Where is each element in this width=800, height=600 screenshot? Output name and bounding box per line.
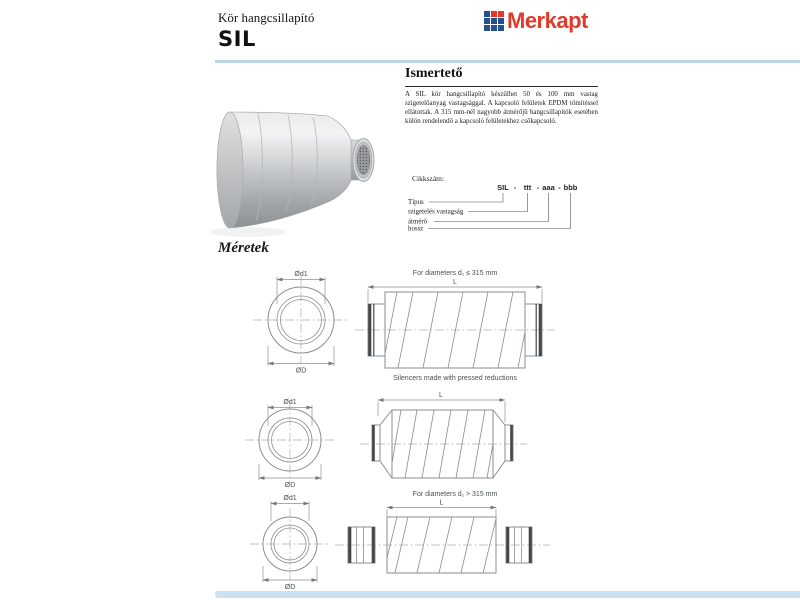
drawing-2-side-view	[360, 392, 527, 478]
intro-section	[405, 66, 598, 127]
header-divider	[215, 60, 800, 63]
code-separator: -	[536, 183, 540, 192]
code-type: SIL	[497, 183, 509, 192]
brand-squares-icon	[484, 11, 504, 31]
drawing-2-front-view	[245, 399, 335, 489]
drawing-1-title: For diameters d₁ ≤ 315 mm	[412, 270, 498, 277]
perforated-liner	[357, 146, 370, 175]
product-photo	[200, 72, 400, 240]
drawing-3-length-label: L	[439, 499, 444, 507]
code-length: bbb	[563, 183, 578, 192]
silencer-end-cap-left	[217, 112, 243, 228]
drawing-3-side-view	[335, 500, 550, 574]
drawing-3	[250, 491, 550, 591]
product-subtitle: Kör hangcsillapító	[218, 10, 315, 25]
title-block	[218, 10, 314, 51]
photo-shadow	[210, 227, 286, 237]
ordering-label: Cikkszám:	[412, 174, 445, 183]
drawing-1-outer-dia-label: ØD	[295, 367, 307, 375]
intro-heading: Ismertető	[405, 66, 598, 87]
brand-logo	[484, 8, 588, 34]
drawing-2-inner-dia-label: Ød1	[283, 399, 297, 406]
code-diameter: aaa	[542, 183, 555, 192]
drawing-1-inner-dia-label: Ød1	[294, 271, 308, 278]
drawing-1-side-view	[355, 270, 555, 368]
drawing-1-front-view	[253, 271, 349, 375]
drawing-3-outer-dia-label: ØD	[284, 584, 296, 591]
legend-type: Típus	[408, 199, 424, 206]
drawing-2-length-label: L	[439, 392, 443, 399]
legend-diameter: átmérő	[408, 218, 428, 226]
intro-body: A SIL kör hangcsillapító készülhet 50 és 100 mm vastag szigetelőanyag vastagsággal. A kapcsoló felületek EPDM tömítéssel ellátottak. A 315 mm-nél nagyobb átmérőjű hangcsillapítók esetében külön rendelendő a kapcsoló felületekhez csőkapcsoló.	[405, 91, 598, 125]
drawing-2-outer-dia-label: ØD	[284, 482, 296, 489]
footer-bar	[215, 591, 800, 598]
dimensions-heading: Méretek	[218, 240, 269, 256]
drawing-3-front-view	[250, 495, 330, 591]
drawing-2	[245, 375, 527, 489]
legend-length: hossz	[408, 225, 424, 233]
code-separator: -	[558, 183, 561, 192]
brand-name: Merkapt	[507, 8, 588, 33]
legend-insulation: szigetelés vastagság	[408, 208, 464, 216]
dimension-drawings	[215, 258, 600, 600]
product-title: SIL	[218, 27, 256, 51]
code-insulation: ttt	[523, 183, 532, 192]
drawing-3-inner-dia-label: Ød1	[283, 495, 297, 502]
drawing-1	[253, 270, 555, 375]
code-separator: -	[513, 183, 517, 192]
ordering-code-diagram	[405, 168, 600, 235]
drawing-3-title: For diameters d₁ > 315 mm	[412, 491, 498, 498]
drawing-1-length-label: L	[453, 279, 457, 286]
drawing-2-title: Silencers made with pressed reductions	[393, 375, 517, 382]
